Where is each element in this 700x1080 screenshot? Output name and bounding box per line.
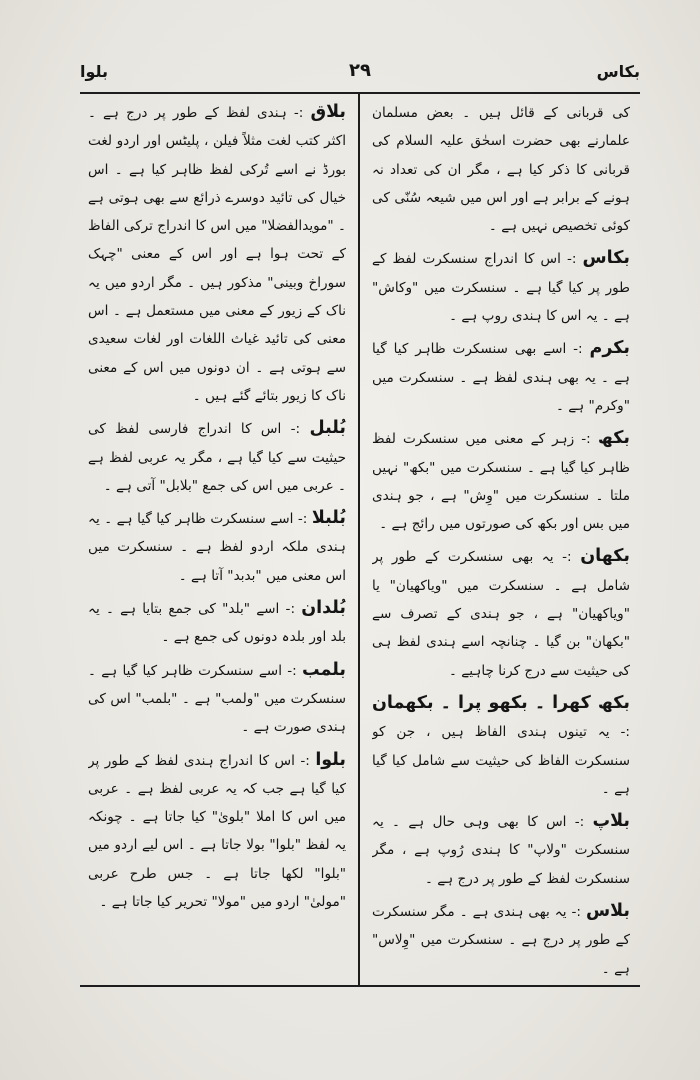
- entry-headword: بُلدان: [301, 598, 346, 619]
- entry: [88, 98, 346, 410]
- left-column: [88, 98, 346, 978]
- entry-text: :- یہ بھی ہندی ہے ۔ مگر سنسکرت کے طور پر درج ہے ۔ سنسکرت میں "وِلاس" ہے ۔: [372, 904, 630, 977]
- entry-headword: بُلبلا: [311, 508, 346, 529]
- entry: [88, 746, 346, 917]
- column-divider: [358, 92, 360, 987]
- entry-text: کی قربانی کے قائل ہیں ۔ بعض مسلمان علمارنے بھی حضرت اسحٰق علیہ السلام کی قربانی کا ذکر کیا ہے ، مگر ان کی تعداد نہ ہونے کے برابر ہے اور اس میں شیعہ سُنّی کی کوئی تخصیص نہیں ہے ۔: [372, 105, 630, 235]
- entry-text: :- اس کا اندراج سنسکرت لفظ کے طور پر کیا گیا ہے ۔ سنسکرت میں "وکاش" ہے ۔ یہ اس کا ہندی روپ ہے ۔: [372, 251, 630, 325]
- entry-headword: بکھ کھرا ۔ بکھو پرا ۔ بکھمان: [372, 692, 630, 713]
- header-rule: [80, 92, 640, 94]
- entry-text: :- زہر کے معنی میں سنسکرت لفظ ظاہر کیا گیا ہے ۔ سنسکرت میں "بکھ" نہیں ملتا ۔ سنسکرت میں "وِش" ہے ، جو ہندی میں بس اور بکھ کی صورتوں میں رائج ہے ۔: [372, 431, 630, 533]
- entry-text: :- اس کا اندراج ہندی لفظ کے طور پر کیا گیا ہے جب کہ یہ عربی لفظ ہے ۔ عربی میں اس کا املا "بلویٰ" کیا جاتا ہے ۔ چونکہ یہ لفظ "بلوا" بولا جاتا ہے ۔ اس لیے اردو میں "بلوا" لکھا جاتا ہے ۔ جس طرح عربی "مولیٰ" اردو میں "مولا" تحریر کیا جاتا ہے ۔: [88, 752, 346, 911]
- entry-headword: بلاق: [310, 102, 346, 122]
- entry: [372, 244, 630, 330]
- footer-rule: [80, 985, 640, 987]
- entry: [372, 807, 630, 893]
- entry: [88, 504, 346, 590]
- entry-headword: بکرم: [589, 338, 630, 359]
- header-last-word: بلوا: [80, 62, 109, 81]
- entry: [88, 656, 346, 742]
- entry: [88, 414, 346, 500]
- entry-text: :- اسے سنسکرت ظاہر کیا گیا ہے ۔ یہ ہندی ملکہ اردو لفظ ہے ۔ سنسکرت میں اس معنی میں "بدبد" آتا ہے ۔: [88, 511, 346, 584]
- page-header: [80, 62, 640, 88]
- entry-text: :- یہ تینوں ہندی الفاظ ہیں ، جن کو سنسکرت الفاظ کی حیثیت سے شامل کیا گیا ہے ۔: [372, 724, 630, 797]
- entry-headword: بُلبل: [309, 418, 346, 439]
- entry: [372, 689, 630, 803]
- entry-text: :- یہ بھی سنسکرت کے طور پر شامل ہے ۔ سنسکرت میں "ویاکھیان" یا "ویاکھیان" ہے ، جو ہندی کے تصرف سے "بکھان" بن گیا ۔ چنانچہ اسے ہندی لفظ ہی کی حیثیت سے درج کرنا چاہیے ۔: [372, 549, 630, 679]
- entry-text: :- اس کا بھی وہی حال ہے ۔ یہ سنسکرت "ولاپ" کا ہندی رُوپ ہے ، مگر سنسکرت لفظ کے طور پر درج ہے ۔: [372, 814, 630, 887]
- entry-text: :- اسے سنسکرت ظاہر کیا گیا ہے ۔ سنسکرت میں "ولمب" ہے ۔ "بلمب" اس کی ہندی صورت ہے ۔: [88, 662, 346, 736]
- entry-text: :- ہندی لفظ کے طور پر درج ہے ۔ اکثر کتب لغت مثلاً فیلن ، پلیٹس اور اردو لغت بورڈ نے اسے تُرکی لفظ ظاہر کیا ہے ۔ اس خیال کی تائید دوسرے ذرائع سے بھی ہوتی ہے ۔ "مویدالفضلا" میں اس کا اندراج ترکی الفاظ کے تحت ہوا ہے اور اس کے معنی "چہک سوراخ وبینی" مذکور ہیں ۔ مگر اردو میں یہ ناک کے زیور کے معنی میں مستعمل ہے ۔ اس معنی کی تائید غیاث اللغات اور لغات سعیدی سے ہوتی ہے ۔ ان دونوں میں اس کے معنی ناک کا زیور بتائے گئے ہیں ۔: [88, 105, 346, 404]
- entry: [372, 98, 630, 240]
- entry-headword: بلوا: [315, 749, 346, 770]
- entry-headword: بلاس: [586, 901, 630, 922]
- entry-headword: بکاس: [582, 248, 630, 269]
- entry-headword: بکھ: [597, 428, 630, 449]
- entry: [372, 542, 630, 684]
- entry-headword: بلمب: [302, 659, 346, 680]
- right-column: [372, 98, 630, 978]
- entry: [372, 897, 630, 978]
- header-first-word: بکاس: [596, 62, 640, 81]
- entry: [372, 424, 630, 538]
- entry-headword: بکھان: [580, 546, 630, 567]
- entry: [372, 334, 630, 420]
- entry-text: :- اسے "بلد" کی جمع بتایا ہے ۔ یہ بلد اور بلدہ دونوں کی جمع ہے ۔: [88, 601, 346, 646]
- entry-headword: بلاپ: [592, 811, 630, 832]
- entry-text: :- اس کا اندراج فارسی لفظ کی حیثیت سے کیا گیا ہے ، مگر یہ عربی لفظ ہے ۔ عربی میں اس کی جمع "بلابل" آتی ہے ۔: [88, 421, 346, 494]
- entry-text: :- اسے بھی سنسکرت ظاہر کیا گیا ہے ۔ یہ بھی ہندی لفظ ہے ۔ سنسکرت میں "وکرم" ہے ۔: [372, 341, 630, 414]
- page-number: ۲۹: [349, 60, 371, 81]
- entry: [88, 594, 346, 652]
